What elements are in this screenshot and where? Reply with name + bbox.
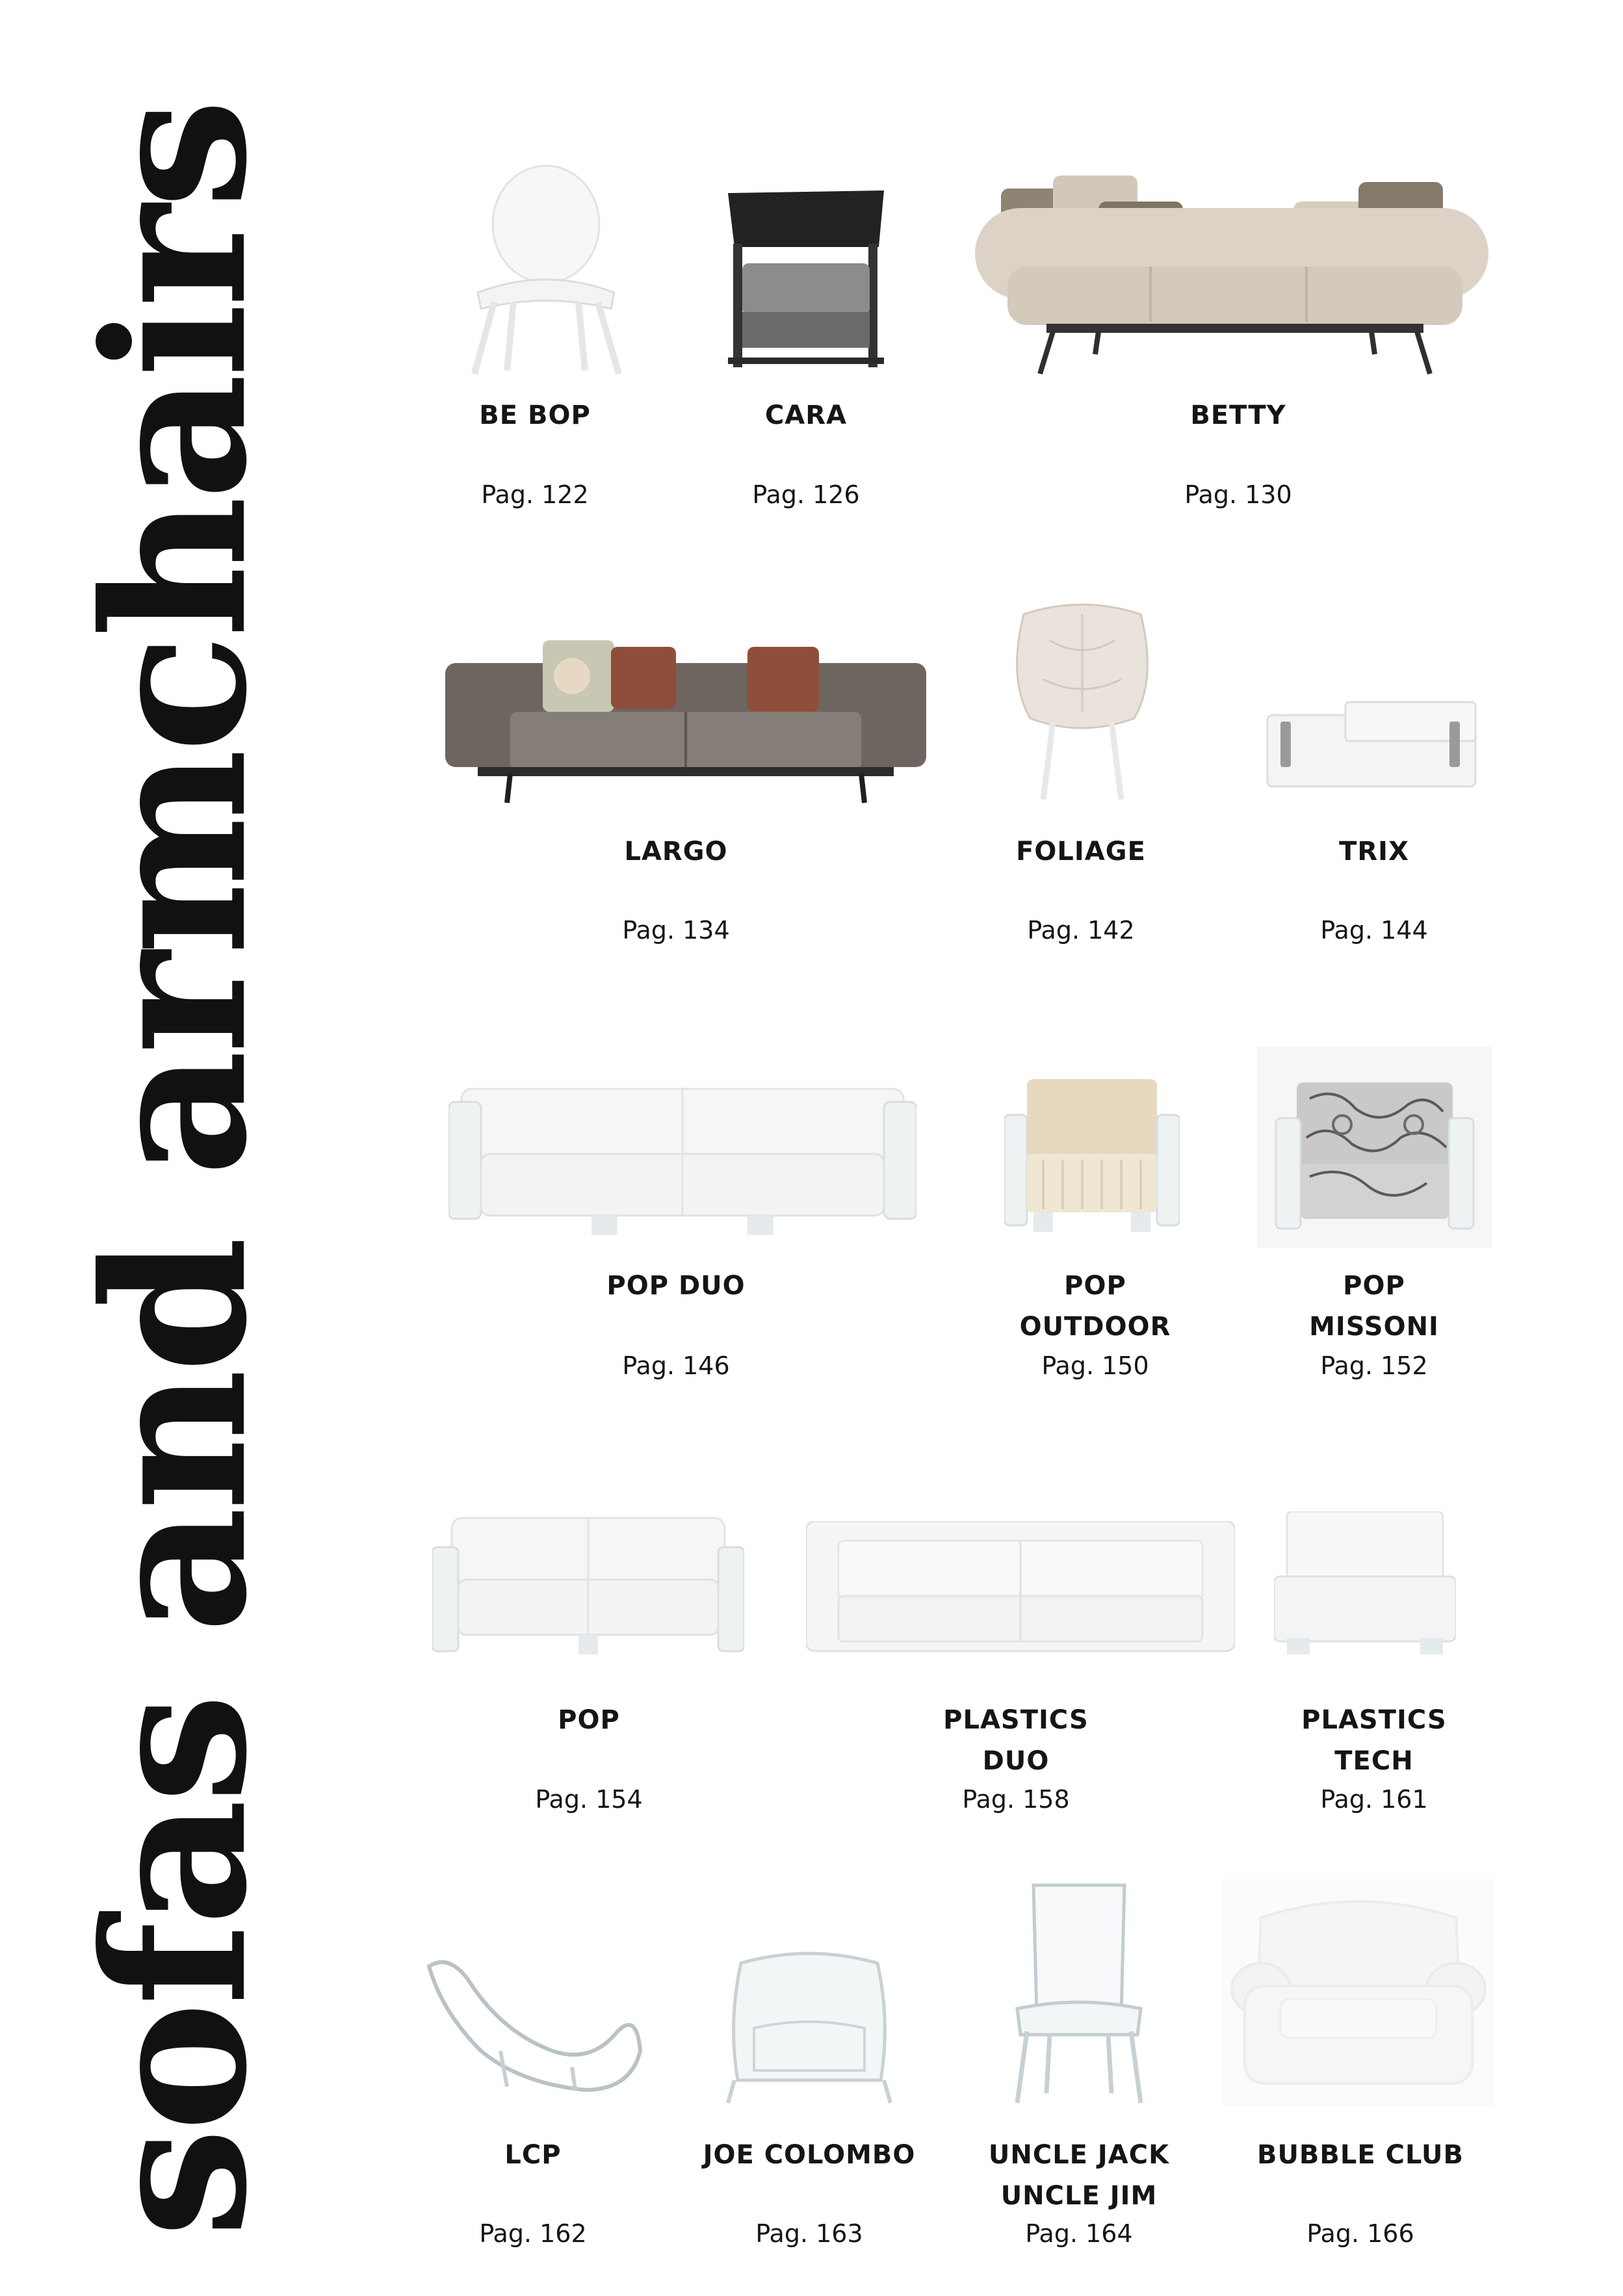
product-page: Pag. 164: [1025, 2219, 1133, 2248]
product-name: POP DUO: [606, 1271, 746, 1301]
product-page: Pag. 163: [755, 2219, 863, 2248]
uncle-jack-chair-image: [1004, 1879, 1154, 2106]
foliage-armchair-image: [1004, 601, 1160, 803]
product-name: PLASTICS TECH: [1301, 1705, 1447, 1776]
pop-duo-sofa-image: [448, 1082, 916, 1238]
product-name: TRIX: [1339, 837, 1409, 867]
pop-sofa-image: [432, 1515, 744, 1658]
product-page: Pag. 161: [1320, 1785, 1428, 1814]
product-name: UNCLE JACK UNCLE JIM: [988, 2140, 1170, 2211]
product-name: POP OUTDOOR: [1019, 1271, 1171, 1342]
product-name: BETTY: [1190, 400, 1286, 430]
cara-armchair-image: [715, 185, 897, 374]
product-name: PLASTICS DUO: [943, 1705, 1089, 1776]
product-name: FOLIAGE: [1016, 837, 1146, 867]
pop-outdoor-armchair-image: [1004, 1076, 1180, 1238]
product-page: Pag. 146: [622, 1351, 730, 1380]
betty-sofa-image: [968, 176, 1501, 384]
product-name: CARA: [764, 400, 848, 430]
product-name: BUBBLE CLUB: [1256, 2140, 1464, 2170]
largo-sofa-image: [432, 640, 939, 806]
product-page: Pag. 144: [1320, 916, 1428, 945]
lcp-chaise-image: [422, 1953, 643, 2096]
product-page: Pag. 158: [962, 1785, 1070, 1814]
product-name: BE BOP: [479, 400, 591, 430]
product-name: POP MISSONI: [1309, 1271, 1439, 1342]
trix-pouf-image: [1261, 696, 1482, 793]
product-page: Pag. 152: [1320, 1351, 1428, 1380]
product-name: JOE COLOMBO: [703, 2140, 916, 2170]
product-page: Pag. 150: [1041, 1351, 1149, 1380]
joe-colombo-armchair-image: [715, 1950, 903, 2106]
plastics-tech-armchair-image: [1274, 1511, 1456, 1658]
be-bop-chair-image: [448, 163, 643, 377]
page-title: sofas and armchairs: [60, 102, 290, 2238]
product-page: Pag. 162: [479, 2219, 587, 2248]
product-page: Pag. 126: [752, 480, 860, 509]
product-name: POP: [558, 1705, 620, 1735]
pop-missoni-armchair-image: [1258, 1047, 1492, 1248]
bubble-club-armchair-image: [1222, 1879, 1495, 2106]
product-page: Pag. 166: [1306, 2219, 1414, 2248]
product-page: Pag. 154: [535, 1785, 643, 1814]
product-name: LARGO: [624, 837, 728, 867]
product-page: Pag. 134: [622, 916, 730, 945]
plastics-duo-sofa-image: [806, 1521, 1235, 1658]
product-page: Pag. 130: [1184, 480, 1292, 509]
product-page: Pag. 122: [481, 480, 589, 509]
product-name: LCP: [504, 2140, 562, 2170]
product-page: Pag. 142: [1027, 916, 1135, 945]
